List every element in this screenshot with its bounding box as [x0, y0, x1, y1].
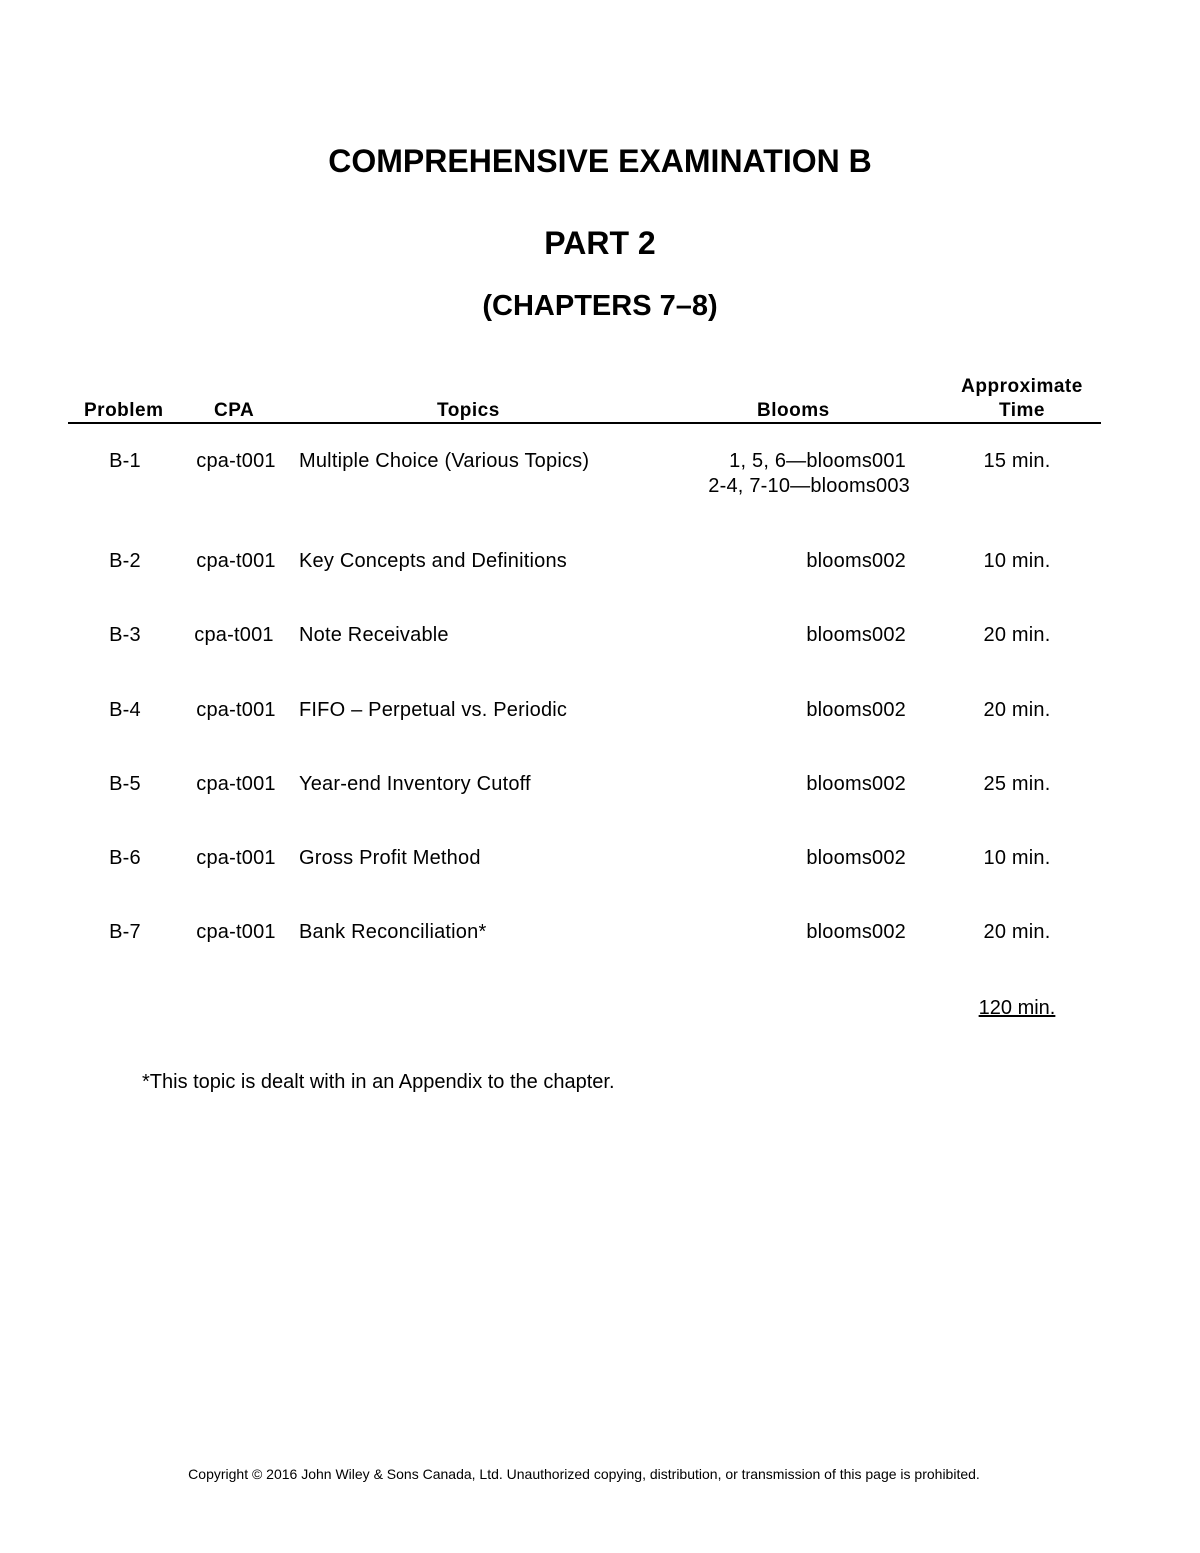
row-blooms: blooms002	[806, 550, 906, 572]
row-cpa: cpa-t001	[194, 624, 274, 646]
footnote: *This topic is dealt with in an Appendix to the chapter.	[142, 1071, 615, 1093]
row-problem: B-3	[109, 624, 141, 646]
row-topic: FIFO – Perpetual vs. Periodic	[299, 699, 568, 721]
row-topic: Key Concepts and Definitions	[299, 550, 567, 572]
row-cpa: cpa-t001	[196, 773, 276, 795]
column-header-time-line1: Approximate	[961, 376, 1083, 397]
page-title: COMPREHENSIVE EXAMINATION B	[328, 143, 872, 179]
copyright-notice: Copyright © 2016 John Wiley & Sons Canada, Ltd. Unauthorized copying, distribution, or transmission of this page is prohibited.	[188, 1466, 980, 1482]
row-blooms: 1, 5, 6—blooms001	[729, 450, 906, 472]
row-time: 20 min.	[983, 624, 1051, 646]
column-header-blooms: Blooms	[757, 400, 830, 421]
column-header-problem: Problem	[84, 400, 164, 421]
row-problem: B-2	[109, 550, 141, 572]
row-problem: B-6	[109, 847, 141, 869]
row-blooms-secondary: 2-4, 7-10—blooms003	[708, 475, 910, 497]
row-problem: B-5	[109, 773, 141, 795]
row-time: 25 min.	[983, 773, 1051, 795]
row-cpa: cpa-t001	[196, 550, 276, 572]
header-rule	[68, 422, 1101, 424]
row-cpa: cpa-t001	[196, 450, 276, 472]
row-cpa: cpa-t001	[196, 699, 276, 721]
row-topic: Multiple Choice (Various Topics)	[299, 450, 590, 472]
row-cpa: cpa-t001	[196, 921, 276, 943]
row-cpa: cpa-t001	[196, 847, 276, 869]
row-blooms: blooms002	[806, 699, 906, 721]
total-time: 120 min.	[978, 997, 1056, 1019]
row-problem: B-4	[109, 699, 141, 721]
column-header-time-line2: Time	[998, 400, 1045, 421]
row-problem: B-1	[109, 450, 141, 472]
row-topic: Gross Profit Method	[299, 847, 481, 869]
column-header-cpa: CPA	[214, 400, 255, 421]
part-heading: PART 2	[544, 225, 656, 261]
row-blooms: blooms002	[806, 773, 906, 795]
chapters-heading: (CHAPTERS 7–8)	[482, 290, 718, 322]
row-time: 15 min.	[983, 450, 1051, 472]
row-time: 10 min.	[983, 550, 1051, 572]
row-topic: Year-end Inventory Cutoff	[299, 773, 531, 795]
row-topic: Note Receivable	[299, 624, 449, 646]
row-time: 20 min.	[983, 921, 1051, 943]
row-blooms: blooms002	[806, 624, 906, 646]
row-time: 10 min.	[983, 847, 1051, 869]
row-problem: B-7	[109, 921, 141, 943]
row-topic: Bank Reconciliation*	[299, 921, 487, 943]
row-time: 20 min.	[983, 699, 1051, 721]
row-blooms: blooms002	[806, 847, 906, 869]
row-blooms: blooms002	[806, 921, 906, 943]
column-header-topics: Topics	[437, 400, 500, 421]
